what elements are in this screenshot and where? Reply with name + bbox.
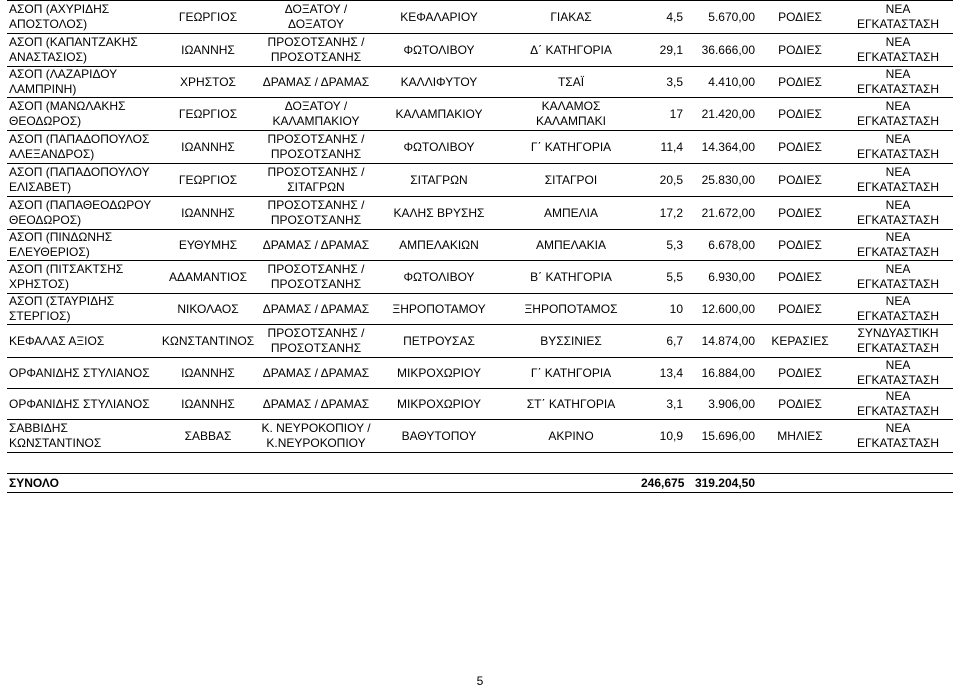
cell-area: ΑΣΟΠ (ΠΙΝΔΩΝΗΣ ΕΛΕΥΘΕΡΙΟΣ) bbox=[7, 230, 159, 261]
cell-local: ΚΑΛΛΙΦΥΤΟΥ bbox=[375, 67, 503, 98]
applications-table bbox=[7, 0, 953, 493]
cell-position: ΤΣΑΪ bbox=[503, 67, 639, 98]
cell-crop: ΡΟΔΙΕΣ bbox=[757, 98, 843, 131]
cell-local: ΒΑΘΥΤΟΠΟΥ bbox=[375, 420, 503, 453]
cell-father: ΙΩΑΝΝΗΣ bbox=[159, 389, 257, 420]
cell-area: ΟΡΦΑΝΙΔΗΣ ΣΤΥΛΙΑΝΟΣ bbox=[7, 358, 159, 389]
cell-local: ΚΑΛΗΣ ΒΡΥΣΗΣ bbox=[375, 197, 503, 230]
cell-size: 4,5 bbox=[639, 1, 685, 34]
cell-crop: ΡΟΔΙΕΣ bbox=[757, 389, 843, 420]
total-empty-cell bbox=[257, 474, 375, 493]
spacer-cell bbox=[503, 453, 639, 474]
table-row bbox=[7, 164, 953, 197]
cell-value: 4.410,00 bbox=[685, 67, 757, 98]
cell-value: 21.420,00 bbox=[685, 98, 757, 131]
cell-type: ΝΕΑ ΕΓΚΑΤΑΣΤΑΣΗ bbox=[843, 230, 953, 261]
cell-position: ΓΙΑΚΑΣ bbox=[503, 1, 639, 34]
cell-region: ΠΡΟΣΟΤΣΑΝΗΣ / ΠΡΟΣΟΤΣΑΝΗΣ bbox=[257, 131, 375, 164]
cell-crop: ΡΟΔΙΕΣ bbox=[757, 131, 843, 164]
total-empty-cell bbox=[757, 474, 843, 493]
cell-value: 14.364,00 bbox=[685, 131, 757, 164]
cell-region: Κ. ΝΕΥΡΟΚΟΠΙΟΥ / Κ.ΝΕΥΡΟΚΟΠΙΟΥ bbox=[257, 420, 375, 453]
cell-father: ΓΕΩΡΓΙΟΣ bbox=[159, 164, 257, 197]
cell-area: ΑΣΟΠ (ΛΑΖΑΡΙΔΟΥ ΛΑΜΠΡΙΝΗ) bbox=[7, 67, 159, 98]
cell-crop: ΡΟΔΙΕΣ bbox=[757, 164, 843, 197]
cell-type: ΝΕΑ ΕΓΚΑΤΑΣΤΑΣΗ bbox=[843, 261, 953, 294]
cell-size: 20,5 bbox=[639, 164, 685, 197]
cell-value: 3.906,00 bbox=[685, 389, 757, 420]
cell-position: ΑΜΠΕΛΑΚΙΑ bbox=[503, 230, 639, 261]
cell-position: ΚΑΛΑΜΟΣ ΚΑΛΑΜΠΑΚΙ bbox=[503, 98, 639, 131]
cell-father: ΕΥΘΥΜΗΣ bbox=[159, 230, 257, 261]
cell-value: 25.830,00 bbox=[685, 164, 757, 197]
cell-crop: ΜΗΛΙΕΣ bbox=[757, 420, 843, 453]
table-row bbox=[7, 389, 953, 420]
cell-position: ΞΗΡΟΠΟΤΑΜΟΣ bbox=[503, 294, 639, 325]
cell-type: ΝΕΑ ΕΓΚΑΤΑΣΤΑΣΗ bbox=[843, 131, 953, 164]
cell-region: ΠΡΟΣΟΤΣΑΝΗΣ / ΣΙΤΑΓΡΩΝ bbox=[257, 164, 375, 197]
cell-size: 29,1 bbox=[639, 34, 685, 67]
cell-type: ΝΕΑ ΕΓΚΑΤΑΣΤΑΣΗ bbox=[843, 197, 953, 230]
cell-size: 13,4 bbox=[639, 358, 685, 389]
cell-father: ΝΙΚΟΛΑΟΣ bbox=[159, 294, 257, 325]
cell-size: 3,5 bbox=[639, 67, 685, 98]
cell-area: ΟΡΦΑΝΙΔΗΣ ΣΤΥΛΙΑΝΟΣ bbox=[7, 389, 159, 420]
total-label: ΣΥΝΟΛΟ bbox=[7, 474, 159, 493]
cell-type: ΝΕΑ ΕΓΚΑΤΑΣΤΑΣΗ bbox=[843, 389, 953, 420]
cell-father: ΧΡΗΣΤΟΣ bbox=[159, 67, 257, 98]
cell-region: ΠΡΟΣΟΤΣΑΝΗΣ / ΠΡΟΣΟΤΣΑΝΗΣ bbox=[257, 34, 375, 67]
cell-size: 5,3 bbox=[639, 230, 685, 261]
cell-type: ΝΕΑ ΕΓΚΑΤΑΣΤΑΣΗ bbox=[843, 420, 953, 453]
cell-position: ΣΤ΄ ΚΑΤΗΓΟΡΙΑ bbox=[503, 389, 639, 420]
cell-father: ΣΑΒΒΑΣ bbox=[159, 420, 257, 453]
cell-position: Γ΄ ΚΑΤΗΓΟΡΙΑ bbox=[503, 358, 639, 389]
spacer-cell bbox=[757, 453, 843, 474]
cell-size: 17,2 bbox=[639, 197, 685, 230]
cell-local: ΜΙΚΡΟΧΩΡΙΟΥ bbox=[375, 389, 503, 420]
page-number: 5 bbox=[476, 674, 484, 688]
cell-crop: ΡΟΔΙΕΣ bbox=[757, 67, 843, 98]
cell-area: ΚΕΦΑΛΑΣ ΑΞΙΟΣ bbox=[7, 325, 159, 358]
cell-local: ΜΙΚΡΟΧΩΡΙΟΥ bbox=[375, 358, 503, 389]
table-row bbox=[7, 358, 953, 389]
cell-region: ΔΡΑΜΑΣ / ΔΡΑΜΑΣ bbox=[257, 358, 375, 389]
cell-size: 11,4 bbox=[639, 131, 685, 164]
cell-local: ΦΩΤΟΛΙΒΟΥ bbox=[375, 261, 503, 294]
cell-area: ΑΣΟΠ (ΠΙΤΣΑΚΤΣΗΣ ΧΡΗΣΤΟΣ) bbox=[7, 261, 159, 294]
table-row bbox=[7, 34, 953, 67]
spacer-cell bbox=[639, 453, 685, 474]
cell-region: ΠΡΟΣΟΤΣΑΝΗΣ / ΠΡΟΣΟΤΣΑΝΗΣ bbox=[257, 197, 375, 230]
cell-crop: ΡΟΔΙΕΣ bbox=[757, 358, 843, 389]
cell-size: 3,1 bbox=[639, 389, 685, 420]
table-row bbox=[7, 98, 953, 131]
cell-size: 5,5 bbox=[639, 261, 685, 294]
cell-local: ΞΗΡΟΠΟΤΑΜΟΥ bbox=[375, 294, 503, 325]
cell-crop: ΡΟΔΙΕΣ bbox=[757, 230, 843, 261]
total-empty-cell bbox=[375, 474, 503, 493]
cell-local: ΑΜΠΕΛΑΚΙΩΝ bbox=[375, 230, 503, 261]
cell-size: 6,7 bbox=[639, 325, 685, 358]
table-row bbox=[7, 261, 953, 294]
cell-type: ΝΕΑ ΕΓΚΑΤΑΣΤΑΣΗ bbox=[843, 294, 953, 325]
cell-type: ΝΕΑ ΕΓΚΑΤΑΣΤΑΣΗ bbox=[843, 358, 953, 389]
cell-position: ΣΙΤΑΓΡΟΙ bbox=[503, 164, 639, 197]
cell-type: ΝΕΑ ΕΓΚΑΤΑΣΤΑΣΗ bbox=[843, 67, 953, 98]
cell-position: Δ΄ ΚΑΤΗΓΟΡΙΑ bbox=[503, 34, 639, 67]
spacer-cell bbox=[159, 453, 257, 474]
table-row bbox=[7, 1, 953, 34]
cell-region: ΔΡΑΜΑΣ / ΔΡΑΜΑΣ bbox=[257, 389, 375, 420]
cell-type: ΝΕΑ ΕΓΚΑΤΑΣΤΑΣΗ bbox=[843, 1, 953, 34]
table-row bbox=[7, 294, 953, 325]
cell-value: 16.884,00 bbox=[685, 358, 757, 389]
cell-value: 36.666,00 bbox=[685, 34, 757, 67]
spacer-row bbox=[7, 453, 953, 474]
cell-area: ΑΣΟΠ (ΣΤΑΥΡΙΔΗΣ ΣΤΕΡΓΙΟΣ) bbox=[7, 294, 159, 325]
cell-local: ΣΙΤΑΓΡΩΝ bbox=[375, 164, 503, 197]
cell-position: ΑΜΠΕΛΙΑ bbox=[503, 197, 639, 230]
cell-position: ΑΚΡΙΝΟ bbox=[503, 420, 639, 453]
cell-local: ΠΕΤΡΟΥΣΑΣ bbox=[375, 325, 503, 358]
cell-position: Γ΄ ΚΑΤΗΓΟΡΙΑ bbox=[503, 131, 639, 164]
cell-region: ΠΡΟΣΟΤΣΑΝΗΣ / ΠΡΟΣΟΤΣΑΝΗΣ bbox=[257, 261, 375, 294]
cell-value: 12.600,00 bbox=[685, 294, 757, 325]
cell-position: Β΄ ΚΑΤΗΓΟΡΙΑ bbox=[503, 261, 639, 294]
cell-region: ΠΡΟΣΟΤΣΑΝΗΣ / ΠΡΟΣΟΤΣΑΝΗΣ bbox=[257, 325, 375, 358]
cell-crop: ΡΟΔΙΕΣ bbox=[757, 261, 843, 294]
cell-size: 10,9 bbox=[639, 420, 685, 453]
cell-local: ΦΩΤΟΛΙΒΟΥ bbox=[375, 34, 503, 67]
cell-region: ΔΡΑΜΑΣ / ΔΡΑΜΑΣ bbox=[257, 67, 375, 98]
cell-area: ΑΣΟΠ (ΠΑΠΑΘΕΟΔΩΡΟΥ ΘΕΟΔΩΡΟΣ) bbox=[7, 197, 159, 230]
table-row bbox=[7, 230, 953, 261]
cell-value: 6.678,00 bbox=[685, 230, 757, 261]
cell-value: 21.672,00 bbox=[685, 197, 757, 230]
cell-size: 17 bbox=[639, 98, 685, 131]
cell-local: ΚΕΦΑΛΑΡΙΟΥ bbox=[375, 1, 503, 34]
table-row bbox=[7, 197, 953, 230]
cell-father: ΙΩΑΝΝΗΣ bbox=[159, 197, 257, 230]
cell-father: ΙΩΑΝΝΗΣ bbox=[159, 358, 257, 389]
cell-local: ΚΑΛΑΜΠΑΚΙΟΥ bbox=[375, 98, 503, 131]
table-row bbox=[7, 131, 953, 164]
total-value: 319.204,50 bbox=[685, 474, 757, 493]
total-row bbox=[7, 474, 953, 493]
cell-area: ΑΣΟΠ (ΠΑΠΑΔΟΠΟΥΛΟΣ ΑΛΕΞΑΝΔΡΟΣ) bbox=[7, 131, 159, 164]
cell-region: ΔΟΞΑΤΟΥ / ΔΟΞΑΤΟΥ bbox=[257, 1, 375, 34]
spacer-cell bbox=[843, 453, 953, 474]
cell-area: ΑΣΟΠ (ΚΑΠΑΝΤΖΑΚΗΣ ΑΝΑΣΤΑΣΙΟΣ) bbox=[7, 34, 159, 67]
cell-type: ΝΕΑ ΕΓΚΑΤΑΣΤΑΣΗ bbox=[843, 164, 953, 197]
cell-type: ΝΕΑ ΕΓΚΑΤΑΣΤΑΣΗ bbox=[843, 34, 953, 67]
cell-type: ΣΥΝΔΥΑΣΤΙΚΗ ΕΓΚΑΤΑΣΤΑΣΗ bbox=[843, 325, 953, 358]
total-empty-cell bbox=[503, 474, 639, 493]
cell-value: 14.874,00 bbox=[685, 325, 757, 358]
cell-father: ΙΩΑΝΝΗΣ bbox=[159, 131, 257, 164]
cell-position: ΒΥΣΣΙΝΙΕΣ bbox=[503, 325, 639, 358]
cell-father: ΓΕΩΡΓΙΟΣ bbox=[159, 1, 257, 34]
cell-crop: ΡΟΔΙΕΣ bbox=[757, 34, 843, 67]
cell-area: ΑΣΟΠ (ΠΑΠΑΔΟΠΟΥΛΟΥ ΕΛΙΣΑΒΕΤ) bbox=[7, 164, 159, 197]
table-row bbox=[7, 67, 953, 98]
total-empty-cell bbox=[843, 474, 953, 493]
cell-local: ΦΩΤΟΛΙΒΟΥ bbox=[375, 131, 503, 164]
cell-area: ΑΣΟΠ (ΑΧΥΡΙΔΗΣ ΑΠΟΣΤΟΛΟΣ) bbox=[7, 1, 159, 34]
table-row bbox=[7, 420, 953, 453]
table-body bbox=[7, 1, 953, 493]
cell-crop: ΡΟΔΙΕΣ bbox=[757, 294, 843, 325]
cell-crop: ΡΟΔΙΕΣ bbox=[757, 197, 843, 230]
cell-type: ΝΕΑ ΕΓΚΑΤΑΣΤΑΣΗ bbox=[843, 98, 953, 131]
cell-region: ΔΟΞΑΤΟΥ / ΚΑΛΑΜΠΑΚΙΟΥ bbox=[257, 98, 375, 131]
cell-father: ΓΕΩΡΓΙΟΣ bbox=[159, 98, 257, 131]
spacer-cell bbox=[257, 453, 375, 474]
cell-value: 15.696,00 bbox=[685, 420, 757, 453]
cell-region: ΔΡΑΜΑΣ / ΔΡΑΜΑΣ bbox=[257, 294, 375, 325]
spacer-cell bbox=[7, 453, 159, 474]
cell-crop: ΡΟΔΙΕΣ bbox=[757, 1, 843, 34]
cell-father: ΚΩΝΣΤΑΝΤΙΝΟΣ bbox=[159, 325, 257, 358]
cell-area: ΑΣΟΠ (ΜΑΝΩΛΑΚΗΣ ΘΕΟΔΩΡΟΣ) bbox=[7, 98, 159, 131]
total-size: 246,675 bbox=[639, 474, 685, 493]
cell-area: ΣΑΒΒΙΔΗΣ ΚΩΝΣΤΑΝΤΙΝΟΣ bbox=[7, 420, 159, 453]
total-empty-cell bbox=[159, 474, 257, 493]
cell-size: 10 bbox=[639, 294, 685, 325]
cell-value: 6.930,00 bbox=[685, 261, 757, 294]
cell-father: ΑΔΑΜΑΝΤΙΟΣ bbox=[159, 261, 257, 294]
spacer-cell bbox=[375, 453, 503, 474]
cell-value: 5.670,00 bbox=[685, 1, 757, 34]
cell-crop: ΚΕΡΑΣΙΕΣ bbox=[757, 325, 843, 358]
cell-father: ΙΩΑΝΝΗΣ bbox=[159, 34, 257, 67]
table-row bbox=[7, 325, 953, 358]
spacer-cell bbox=[685, 453, 757, 474]
cell-region: ΔΡΑΜΑΣ / ΔΡΑΜΑΣ bbox=[257, 230, 375, 261]
